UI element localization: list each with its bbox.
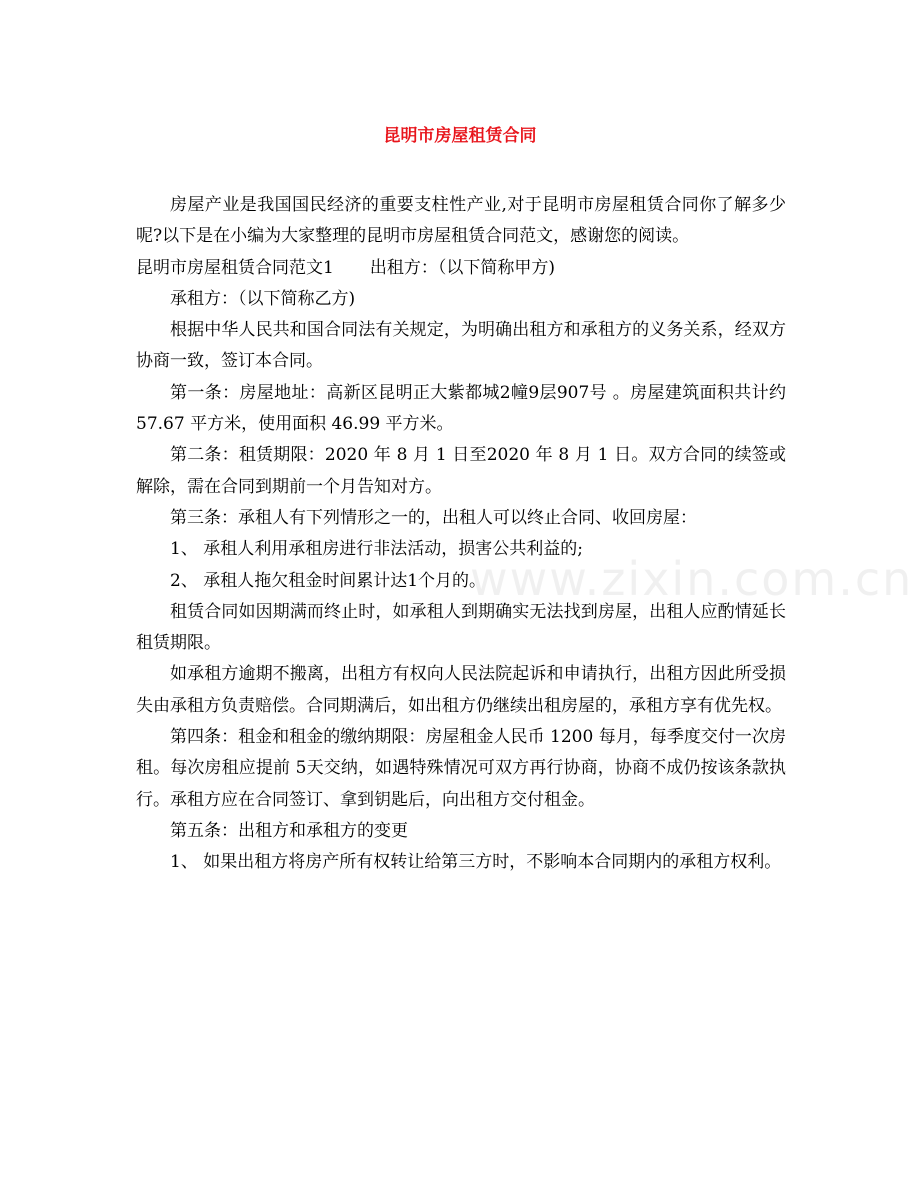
intro-paragraph: 房屋产业是我国国民经济的重要支柱性产业,对于昆明市房屋租赁合同你了解多少呢?以下是在小编为大家整理的昆明市房屋租赁合同范文，感谢您的阅读。	[136, 195, 786, 247]
document-title: 昆明市房屋租赁合同	[383, 126, 537, 146]
lessor-line: 出租方：（以下简称甲方)	[369, 257, 555, 278]
watermark: www.zixin.com.cn	[470, 552, 914, 606]
article-5-item-1: 1、 如果出租方将房产所有权转让给第三方时，不影响本合同期内的承租方权利。	[170, 852, 782, 873]
article-5: 第五条：出租方和承租方的变更	[170, 820, 408, 841]
article-2: 第二条：租赁期限：2020 年 8 月 1 日至2020 年 8 月 1 日。双方合同的续签或解除，需在合同到期前一个月告知对方。	[136, 445, 786, 497]
article-3-item-2: 2、 承租人拖欠租金时间累计达1个月的。	[170, 570, 487, 591]
article-3-item-1: 1、 承租人利用承租房进行非法活动，损害公共利益的;	[170, 539, 583, 560]
lessee-line: 承租方：（以下简称乙方)	[170, 288, 356, 309]
article-4: 第四条：租金和租金的缴纳期限：房屋租金人民币 1200 每月，每季度交付一次房租。每次房租应提前 5天交纳，如遇特殊情况可双方再行协商，协商不成仍按该条款执行。承租方应在合同签订、拿到钥匙后，向出租方交付租金。	[136, 727, 786, 810]
article-1: 第一条：房屋地址：高新区昆明正大紫都城2幢9层907号 。房屋建筑面积共计约57.67 平方米，使用面积 46.99 平方米。	[136, 382, 786, 435]
expiry-paragraph: 租赁合同如因期满而终止时，如承租人到期确实无法找到房屋，出租人应酌情延长租赁期限。	[136, 601, 786, 654]
sample-heading-line	[136, 253, 786, 284]
document-body	[136, 190, 786, 879]
article-3: 第三条：承租人有下列情形之一的，出租人可以终止合同、收回房屋：	[170, 507, 697, 528]
sample-heading: 昆明市房屋租赁合同范文1	[136, 257, 334, 278]
refuse-paragraph: 如承租方逾期不搬离，出租方有权向人民法院起诉和申请执行，出租方因此所受损失由承租方负责赔偿。合同期满后，如出租方仍继续出租房屋的，承租方享有优先权。	[136, 664, 786, 716]
basis-paragraph: 根据中华人民共和国合同法有关规定，为明确出租方和承租方的义务关系，经双方协商一致，签订本合同。	[136, 320, 786, 372]
